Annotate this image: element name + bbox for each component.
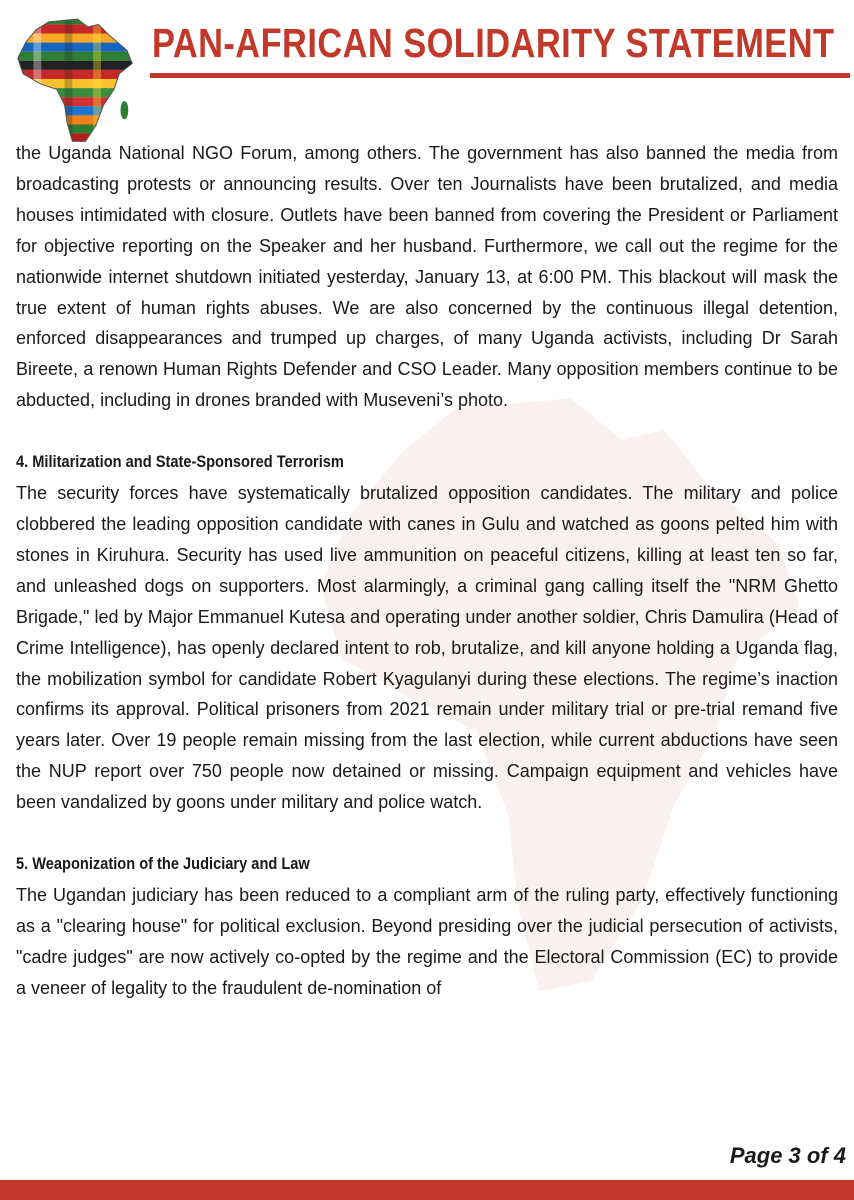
title-underline-divider (150, 73, 850, 78)
page-title: PAN-AFRICAN SOLIDARITY STATEMENT (152, 20, 835, 66)
paragraph-spacer (16, 416, 838, 447)
section-5-heading: 5. Weaponization of the Judiciary and Law (16, 854, 310, 874)
section-4-heading: 4. Militarization and State-Sponsored Terrorism (16, 452, 344, 472)
paragraph-continued: the Uganda National NGO Forum, among others. The government has also banned the media from broadcasting protests or announcing results. Over ten Journalists have been brutalized, and media houses intimidated with closure. Outlets have been banned from covering the President or Parliament for objective reporting on the Speaker and her husband. Furthermore, we call out the regime for the nationwide internet shutdown initiated yesterday, January 13, at 6:00 PM. This blackout will mask the true extent of human rights abuses. We are also concerned by the continuous illegal detention, enforced disappearances and trumped up charges, of many Uganda activists, including Dr Sarah Bireete, a renown Human Rights Defender and CSO Leader. Many opposition members continue to be abducted, including in drones branded with Museveni’s photo. (16, 143, 838, 411)
section-4-paragraph: The security forces have systematically brutalized opposition candidates. The military and police clobbered the leading opposition candidate with canes in Gulu and watched as goons pelted him with stones in Kiruhura. Security has used live ammunition on peaceful citizens, killing at least ten so far, and unleashed dogs on supporters. Most alarmingly, a criminal gang calling itself the "NRM Ghetto Brigade," led by Major Emmanuel Kutesa and operating under another soldier, Chris Damulira (Head of Crime Intelligence), has openly declared intent to rob, brutalize, and kill anyone holding a Uganda flag, the mobilization symbol for candidate Robert Kyagulanyi during these elections. The regime’s inaction confirms its approval. Political prisoners from 2021 remain under military trial or pre-trial remand five years later. Over 19 people remain missing from the last election, while current abductions have seen the NUP report over 750 people now detained or missing. Campaign equipment and vehicles have been vandalized by goons under military and police watch. (16, 483, 838, 813)
section-5-paragraph: The Ugandan judiciary has been reduced to a compliant arm of the ruling party, effectively functioning as a "clearing house" for political exclusion. Beyond presiding over the judicial persecution of activists, "cadre judges" are now actively co-opted by the regime and the Electoral Commission (EC) to provide a veneer of legality to the fraudulent de-nomination of (16, 884, 838, 998)
africa-flags-logo-icon (10, 14, 140, 144)
document-body (16, 138, 838, 1004)
footer-bar-divider (0, 1180, 854, 1200)
paragraph-spacer (16, 818, 838, 849)
page-number: Page 3 of 4 (729, 1143, 846, 1168)
